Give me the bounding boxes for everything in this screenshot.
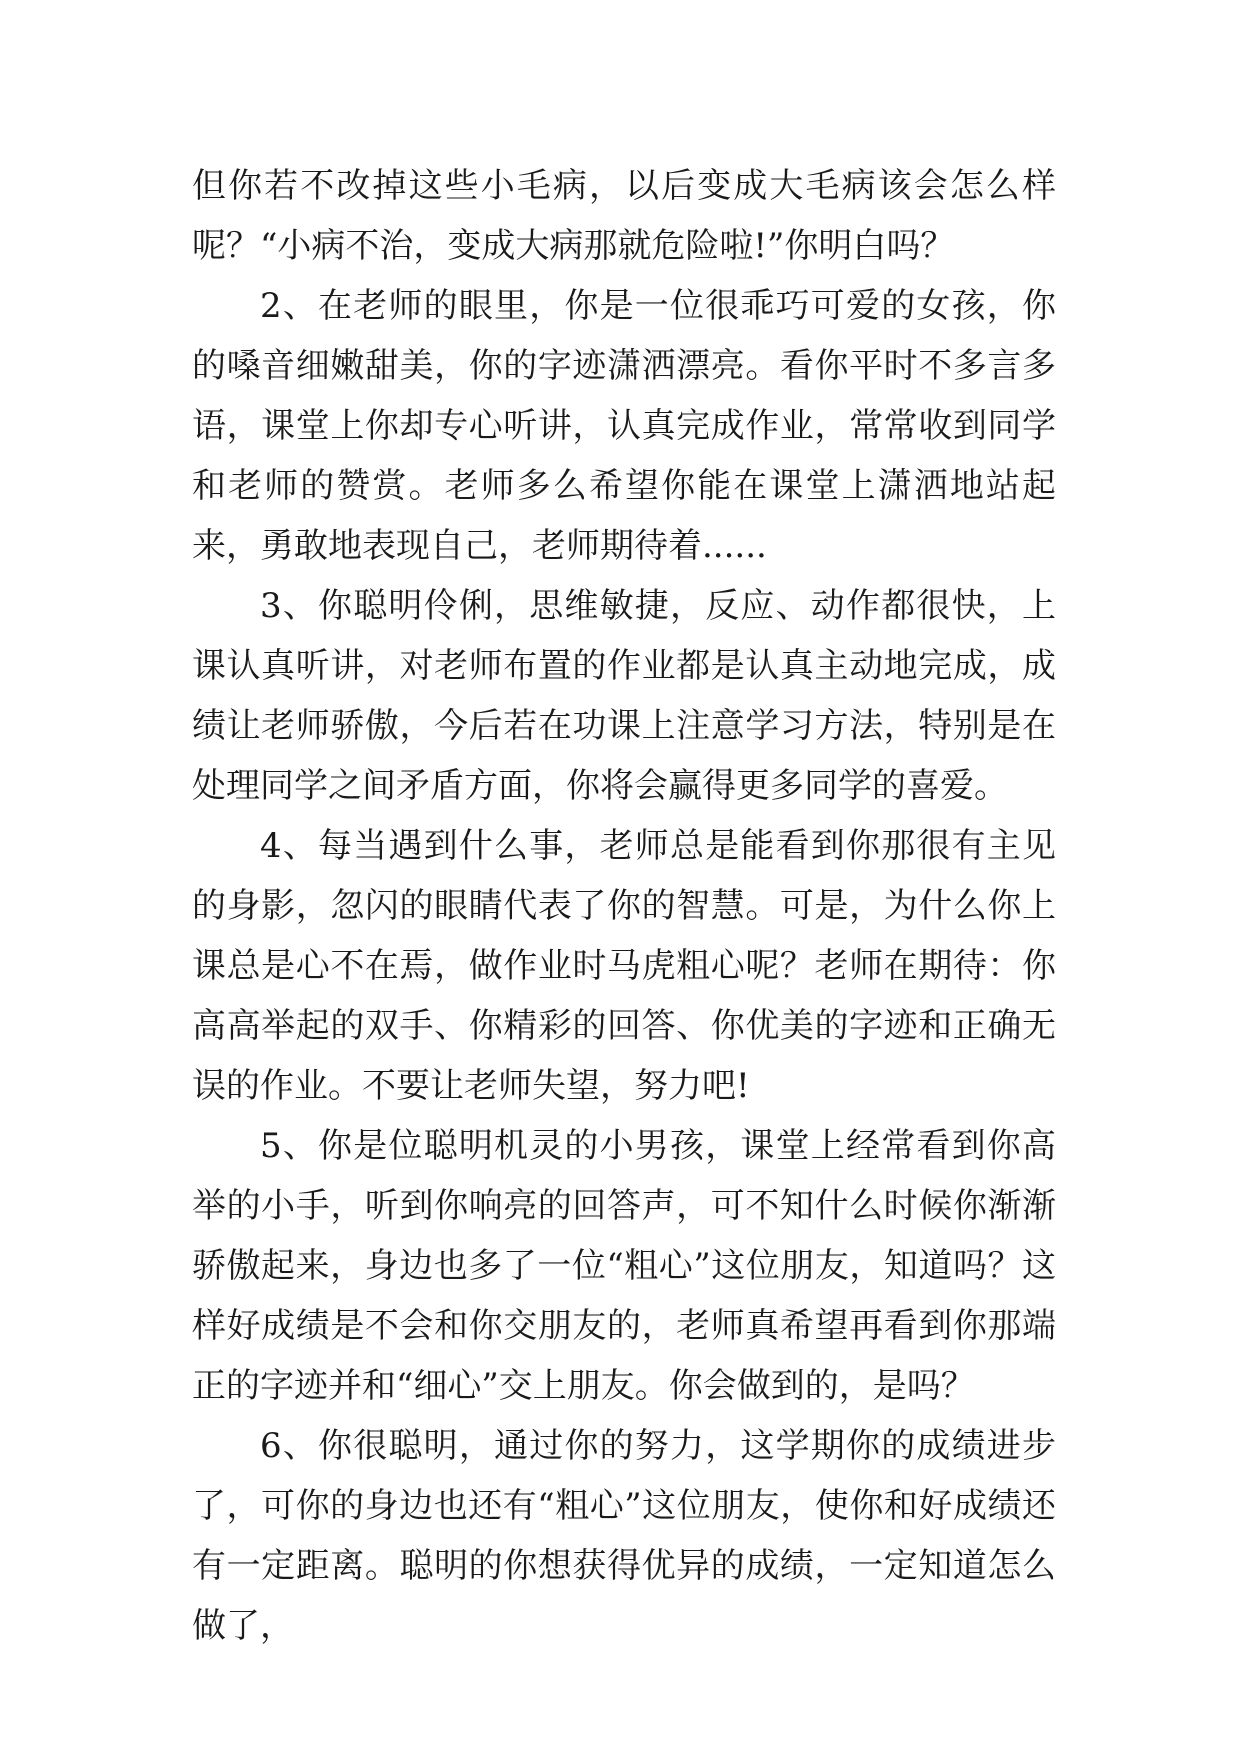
paragraph-comment-5: 5、你是位聪明机灵的小男孩，课堂上经常看到你高举的小手，听到你响亮的回答声，可不知什么时候你渐渐骄傲起来，身边也多了一位“粗心”这位朋友，知道吗？这样好成绩是不会和你交朋友的，老师真希望再看到你那端正的字迹并和“细心”交上朋友。你会做到的，是吗？ bbox=[192, 1126, 1056, 1406]
paragraph-comment-2: 2、在老师的眼里，你是一位很乖巧可爱的女孩，你的嗓音细嫩甜美，你的字迹潇洒漂亮。看你平时不多言多语，课堂上你却专心听讲，认真完成作业，常常收到同学和老师的赞赏。老师多么希望你能在课堂上潇洒地站起来，勇敢地表现自己，老师期待着...... bbox=[192, 286, 1056, 566]
paragraph-comment-4: 4、每当遇到什么事，老师总是能看到你那很有主见的身影，忽闪的眼睛代表了你的智慧。可是，为什么你上课总是心不在焉，做作业时马虎粗心呢？老师在期待：你高高举起的双手、你精彩的回答、你优美的字迹和正确无误的作业。不要让老师失望，努力吧! bbox=[192, 826, 1056, 1106]
paragraph-comment-6: 6、你很聪明，通过你的努力，这学期你的成绩进步了，可你的身边也还有“粗心”这位朋友，使你和好成绩还有一定距离。聪明的你想获得优异的成绩，一定知道怎么做了， bbox=[192, 1426, 1056, 1646]
document-body bbox=[192, 156, 1056, 1656]
paragraph-continuation: 但你若不改掉这些小毛病，以后变成大毛病该会怎么样呢？“小病不治，变成大病那就危险啦!”你明白吗？ bbox=[192, 166, 1056, 266]
paragraph-comment-3: 3、你聪明伶俐，思维敏捷，反应、动作都很快，上课认真听讲，对老师布置的作业都是认真主动地完成，成绩让老师骄傲，今后若在功课上注意学习方法，特别是在处理同学之间矛盾方面，你将会赢得更多同学的喜爱。 bbox=[192, 586, 1056, 806]
